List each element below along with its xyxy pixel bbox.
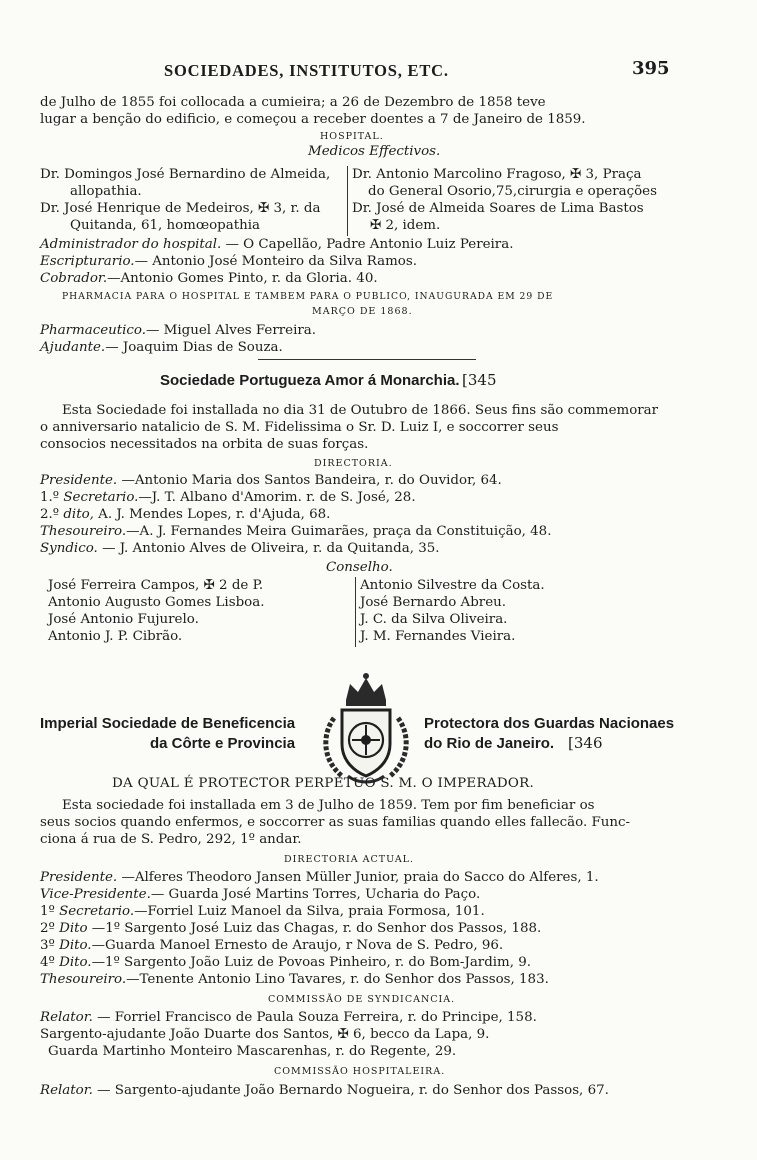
conselho-right: Antonio Silvestre da Costa. [360, 578, 545, 593]
page-number: 395 [632, 58, 670, 79]
directory-entry: 1º Secretario.—Forriel Luiz Manoel da Silva, praia Formosa, 101. [40, 904, 485, 919]
directory-entry: Presidente. —Alferes Theodoro Jansen Müller Junior, praia do Sacco do Alferes, 1. [40, 870, 599, 885]
directory-heading: DIRECTORIA. [314, 458, 393, 469]
conselho-right: José Bernardo Abreu. [360, 595, 506, 610]
directory-heading: DIRECTORIA ACTUAL. [284, 854, 415, 865]
conselho-left: José Antonio Fujurelo. [48, 612, 199, 627]
intro-line: de Julho de 1855 foi collocada a cumieira; a 26 de Dezembro de 1858 teve [40, 95, 546, 110]
syndicancia-heading: COMMISSÃO DE SYNDICANCIA. [268, 994, 456, 1005]
section-ref: [345 [462, 371, 497, 389]
staff-entry: Administrador do hospital. — O Capellão, Padre Antonio Luiz Pereira. [40, 237, 514, 252]
staff-entry: Escripturario.— Antonio José Monteiro da Silva Ramos. [40, 254, 417, 269]
conselho-right: J. M. Fernandes Vieira. [360, 629, 516, 644]
paragraph-line: consocios necessitados na orbita de suas forças. [40, 437, 369, 452]
paragraph-line: seus socios quando enfermos, e soccorrer as suas familias quando elles fallecão. Func- [40, 815, 631, 830]
doctor-right: Dr. José de Almeida Soares de Lima Bastos [352, 201, 644, 216]
paragraph-line: Esta Sociedade foi installada no dia 31 de Outubro de 1866. Seus fins são commemorar [62, 403, 659, 418]
directory-entry: Thesoureiro.—A. J. Fernandes Meira Guimarães, praça da Constituição, 48. [40, 524, 552, 539]
directory-entry: 2º Dito —1º Sargento José Luiz das Chagas, r. do Senhor dos Passos, 188. [40, 921, 542, 936]
directory-entry: Thesoureiro.—Tenente Antonio Lino Tavares, r. do Senhor dos Passos, 183. [40, 972, 549, 987]
column-divider [347, 166, 348, 236]
section-title-left-2: da Côrte e Provincia [150, 735, 296, 752]
pharmacy-heading-cont: MARÇO DE 1868. [312, 306, 413, 317]
conselho-left: Antonio J. P. Cibrão. [48, 629, 183, 644]
pharmacy-heading: PHARMACIA PARA O HOSPITAL E TAMBEM PARA O PUBLICO, INAUGURADA EM 29 DE [62, 291, 554, 302]
pharmacy-entry: Pharmaceutico.— Miguel Alves Ferreira. [40, 323, 317, 338]
doctor-left: allopathia. [70, 184, 142, 199]
section-title-right-2: do Rio de Janeiro. [424, 735, 555, 752]
paragraph-line: o anniversario natalicio de S. M. Fidelissima o Sr. D. Luiz I, e soccorrer seus [40, 420, 559, 435]
protector-line: DA QUAL É PROTECTOR PERPETUO S. M. O IMPERADOR. [112, 776, 535, 791]
running-title: SOCIEDADES, INSTITUTOS, ETC. [164, 61, 449, 80]
column-divider [355, 577, 356, 647]
directory-entry: 1.º Secretario.—J. T. Albano d'Amorim. r. de S. José, 28. [40, 490, 416, 505]
section-title: Sociedade Portugueza Amor á Monarchia. [160, 372, 460, 389]
syndicancia-entry: Sargento-ajudante João Duarte dos Santos, ✠ 6, becco da Lapa, 9. [40, 1027, 490, 1042]
paragraph-line: ciona á rua de S. Pedro, 292, 1º andar. [40, 832, 302, 847]
doctor-right: do General Osorio,75,cirurgia e operações [368, 184, 657, 199]
conselho-right: J. C. da Silva Oliveira. [360, 612, 508, 627]
pharmacy-entry: Ajudante.— Joaquim Dias de Souza. [40, 340, 283, 355]
section-title-left: Imperial Sociedade de Beneficencia [40, 715, 296, 732]
syndicancia-entry: Relator. — Forriel Francisco de Paula Souza Ferreira, r. do Principe, 158. [40, 1010, 537, 1025]
conselho-left: Antonio Augusto Gomes Lisboa. [48, 595, 265, 610]
section-title-right: Protectora dos Guardas Nacionaes [424, 715, 675, 732]
syndicancia-entry: Guarda Martinho Monteiro Mascarenhas, r. do Regente, 29. [48, 1044, 457, 1059]
directory-entry: Syndico. — J. Antonio Alves de Oliveira, r. da Quitanda, 35. [40, 541, 440, 556]
section-rule [258, 359, 476, 360]
section-ref: [346 [568, 734, 603, 752]
directory-entry: Vice-Presidente.— Guarda José Martins Torres, Ucharia do Paço. [40, 887, 481, 902]
doctor-right: ✠ 2, idem. [370, 218, 441, 233]
doctor-left: Dr. Domingos José Bernardino de Almeida, [40, 167, 331, 182]
intro-line: lugar a benção do edificio, e começou a receber doentes a 7 de Janeiro de 1859. [40, 112, 586, 127]
directory-entry: 2.º dito, A. J. Mendes Lopes, r. d'Ajuda, 68. [40, 507, 331, 522]
imperial-coat-of-arms-icon [312, 670, 420, 788]
doctor-right: Dr. Antonio Marcolino Fragoso, ✠ 3, Praça [352, 167, 642, 182]
conselho-heading: Conselho. [326, 560, 393, 575]
hospitaleira-entry: Relator. — Sargento-ajudante João Bernardo Nogueira, r. do Senhor dos Passos, 67. [40, 1083, 609, 1098]
conselho-left: José Ferreira Campos, ✠ 2 de P. [48, 578, 264, 593]
doctor-left: Dr. José Henrique de Medeiros, ✠ 3, r. da [40, 201, 321, 216]
hospital-subheading: Medicos Effectivos. [308, 144, 441, 159]
directory-entry: 4º Dito.—1º Sargento João Luiz de Povoas Pinheiro, r. do Bom-Jardim, 9. [40, 955, 532, 970]
hospitaleira-heading: COMMISSÃO HOSPITALEIRA. [274, 1066, 446, 1077]
paragraph-line: Esta sociedade foi installada em 3 de Julho de 1859. Tem por fim beneficiar os [62, 798, 595, 813]
directory-entry: Presidente. —Antonio Maria dos Santos Bandeira, r. do Ouvidor, 64. [40, 473, 502, 488]
staff-entry: Cobrador.—Antonio Gomes Pinto, r. da Gloria. 40. [40, 271, 378, 286]
directory-entry: 3º Dito.—Guarda Manoel Ernesto de Araujo, r Nova de S. Pedro, 96. [40, 938, 504, 953]
doctor-left: Quitanda, 61, homœopathia [70, 218, 261, 233]
hospital-heading: HOSPITAL. [320, 131, 384, 142]
